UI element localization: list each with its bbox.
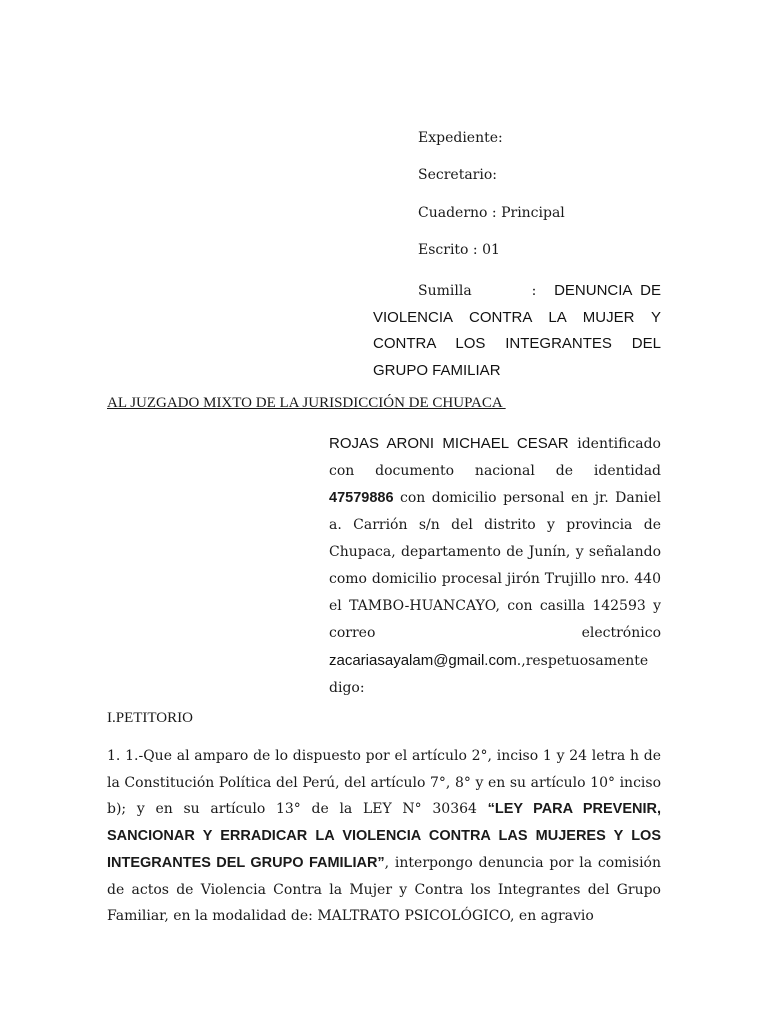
court-heading: AL JUZGADO MIXTO DE LA JURISDICCIÓN DE CHUPACA (107, 395, 506, 411)
law-title: “LEY PARA PREVENIR, SANCIONAR Y ERRADICAR LA VIOLENCIA CONTRA LAS MUJERES Y LOS INTEGRANTES DEL GRUPO FAMILIAR” (107, 801, 662, 871)
section-title-petitorio: I.PETITORIO (107, 710, 193, 726)
intro-paragraph (329, 430, 661, 702)
escrito-label: Escrito : 01 (418, 242, 500, 258)
intro-text-1: identificado con documento nacional de identidad (329, 436, 661, 479)
complainant-name: ROJAS ARONI MICHAEL CESAR (329, 435, 569, 452)
cuaderno-label: Cuaderno : Principal (418, 205, 565, 221)
email-address: zacariasayalam@gmail.com (329, 652, 517, 669)
petitorio-text-2: , interpongo denuncia por la comisión de actos de Violencia Contra la Mujer y Contra los Integrantes del Grupo Familiar, en la modalidad de: MALTRATO PSICOLÓGICO, en agravio (107, 854, 661, 925)
sumilla-block (373, 278, 661, 384)
expediente-label: Expediente: (418, 130, 503, 146)
dni-number: 47579886 (329, 490, 394, 506)
intro-text-2: con domicilio personal en jr. Daniel a. Carrión s/n del distrito y provincia de Chupaca, departamento de Junín, y señalando como domicilio procesal jirón Trujillo nro. 440 el TAMBO-HUANCAYO, con casilla 142593 y correo electrónico (329, 490, 661, 641)
secretario-label: Secretario: (418, 167, 497, 183)
petitorio-paragraph (107, 743, 661, 930)
sumilla-colon: : (531, 283, 537, 299)
petitorio-text-1: 1. 1.-Que al amparo de lo dispuesto por el artículo 2°, inciso 1 y 24 letra h de la Constitución Política del Perú, del artículo 7°, 8° y en su artículo 10° inciso b); y en su artículo 13° de la LEY N° 30364 (107, 748, 661, 818)
sumilla-label: Sumilla (418, 283, 472, 299)
sumilla-text: DENUNCIA DE VIOLENCIA CONTRA LA MUJER Y CONTRA LOS INTEGRANTES DEL GRUPO FAMILIAR (373, 282, 661, 379)
intro-text-3: .,respetuosamente digo: (329, 653, 649, 696)
